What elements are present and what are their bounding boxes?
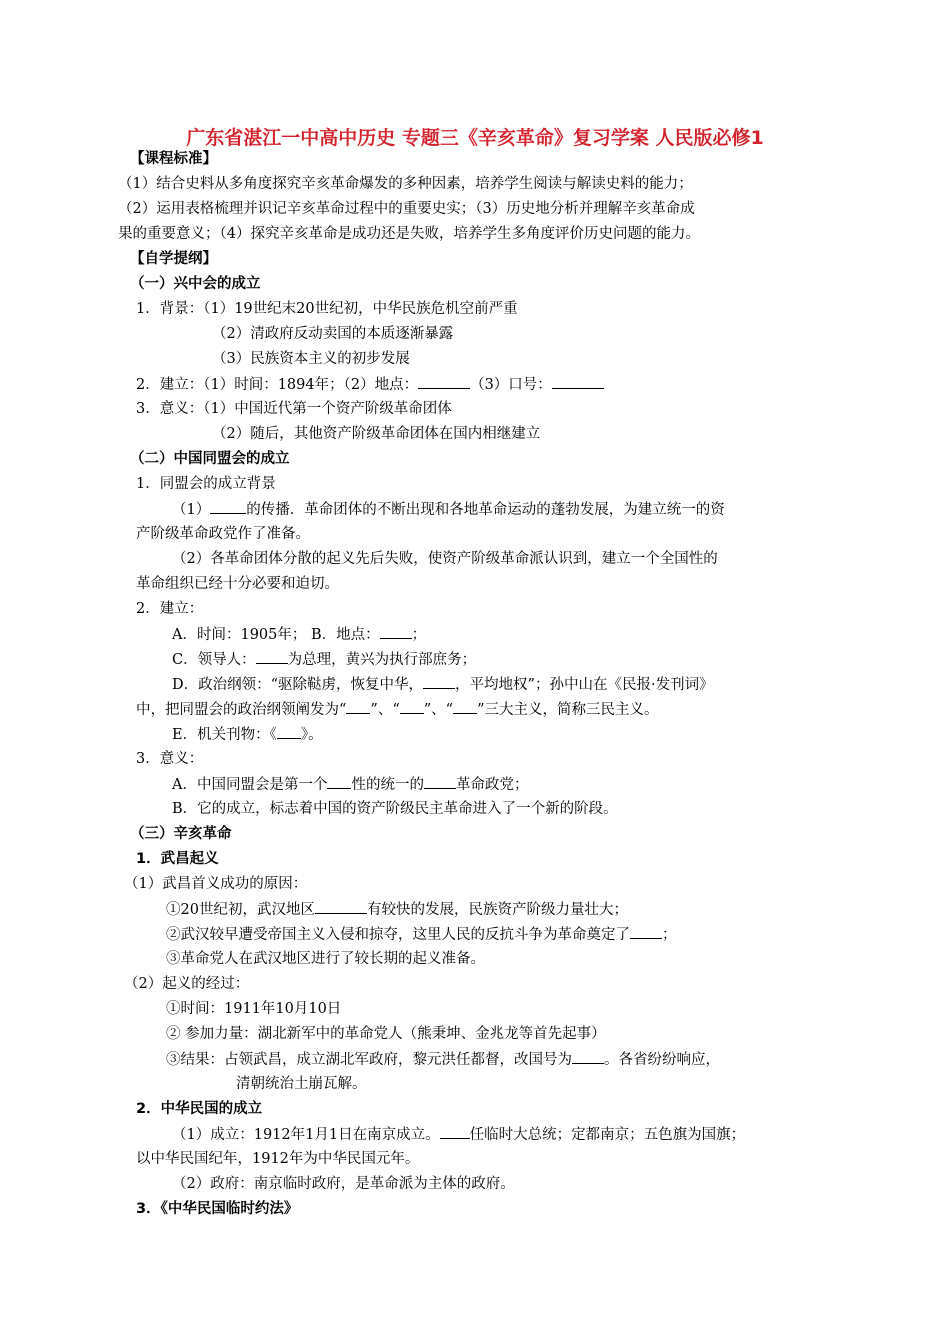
text-fragment: 为总理，黄兴为执行部庶务； — [287, 652, 477, 668]
text-line: 2．建立： — [136, 601, 204, 617]
part-heading-3: （三）辛亥革命 — [130, 826, 232, 842]
text-line: 1．背景：（1）19世纪末20世纪初，中华民族危机空前严重 — [136, 301, 518, 317]
document-title: 广东省湛江一中高中历史 专题三《辛亥革命》复习学案 人民版必修1 — [186, 127, 764, 149]
text-fragment: 性的统一的 — [351, 777, 424, 793]
part-heading-1: （一）兴中会的成立 — [130, 276, 261, 292]
section-heading-standard: 【课程标准】 — [130, 151, 217, 167]
text-line: （2）清政府反动卖国的本质逐渐暴露 — [212, 326, 454, 342]
text-line: 革命组织已经十分必要和迫切。 — [136, 576, 339, 592]
fill-in-blank[interactable] — [327, 774, 351, 789]
text-line: ② 参加力量：湖北新军中的革命党人（熊秉坤、金兆龙等首先起事） — [166, 1026, 606, 1042]
text-line: （2）运用表格梳理并识记辛亥革命过程中的重要史实；（3）历史地分析并理解辛亥革命成 — [118, 201, 695, 217]
text-line — [172, 624, 426, 645]
text-fragment: 2．建立：（1）时间：1894年；（2）地点： — [136, 377, 419, 393]
text-line: 以中华民国纪年，1912年为中华民国元年。 — [136, 1151, 420, 1167]
fill-in-blank[interactable] — [630, 924, 662, 939]
text-fragment: 。各省纷纷响应， — [604, 1052, 720, 1068]
part-heading-2: （二）中国同盟会的成立 — [130, 451, 290, 467]
text-fragment: 中，把同盟会的政治纲领阐发为“ — [136, 702, 347, 718]
text-fragment: D．政治纲领：“驱除鞑虏，恢复中华， — [172, 677, 424, 693]
fill-in-blank[interactable] — [423, 674, 455, 689]
text-fragment: ”、“ — [423, 702, 454, 718]
text-line: 1．同盟会的成立背景 — [136, 476, 276, 492]
text-line: （1）武昌首义成功的原因： — [124, 876, 308, 892]
text-line — [136, 374, 604, 395]
fill-in-blank[interactable] — [552, 374, 604, 389]
text-line — [172, 724, 323, 745]
sub-heading: 3．《中华民国临时约法》 — [136, 1201, 299, 1217]
text-line — [172, 499, 725, 520]
text-line: B．它的成立，标志着中国的资产阶级民主革命进入了一个新的阶段。 — [172, 801, 618, 817]
text-line: 产阶级革命政党作了准备。 — [136, 526, 310, 542]
text-fragment: （3）口号： — [470, 377, 552, 393]
text-fragment: （1） — [172, 502, 211, 518]
fill-in-blank[interactable] — [315, 899, 367, 914]
text-line: 3．意义： — [136, 751, 204, 767]
text-line: （3）民族资本主义的初步发展 — [212, 351, 410, 367]
text-fragment: 任临时大总统；定都南京；五色旗为国旗； — [469, 1127, 746, 1143]
fill-in-blank[interactable] — [440, 1124, 470, 1139]
text-fragment: A．时间：1905年； B．地点： — [172, 627, 380, 643]
text-line — [166, 1049, 720, 1070]
text-line: 3．意义：（1）中国近代第一个资产阶级革命团体 — [136, 401, 452, 417]
text-fragment: ③结果：占领武昌，成立湖北军政府，黎元洪任都督，改国号为 — [166, 1052, 572, 1068]
text-fragment: ； — [662, 927, 677, 943]
text-line — [166, 899, 628, 920]
text-fragment: 有较快的发展，民族资产阶级力量壮大； — [366, 902, 628, 918]
text-line — [172, 674, 714, 695]
text-line: 清朝统治土崩瓦解。 — [236, 1076, 367, 1092]
fill-in-blank[interactable] — [424, 774, 456, 789]
fill-in-blank[interactable] — [453, 699, 477, 714]
text-line: （1）结合史料从多角度探究辛亥革命爆发的多种因素，培养学生阅读与解读史料的能力； — [118, 176, 693, 192]
text-fragment: ②武汉较早遭受帝国主义入侵和掠夺，这里人民的反抗斗争为革命奠定了 — [166, 927, 630, 943]
text-line — [136, 699, 659, 720]
sub-heading: 1．武昌起义 — [136, 851, 219, 867]
fill-in-blank[interactable] — [277, 724, 301, 739]
fill-in-blank[interactable] — [572, 1049, 604, 1064]
text-fragment: C．领导人： — [172, 652, 256, 668]
text-line — [172, 1124, 745, 1145]
text-fragment: 革命政党； — [455, 777, 529, 793]
text-line — [172, 774, 528, 795]
text-fragment: （1）成立：1912年1月1日在南京成立。 — [172, 1127, 440, 1143]
fill-in-blank[interactable] — [400, 699, 424, 714]
section-heading-outline: 【自学提纲】 — [130, 251, 217, 267]
text-fragment: 的传播．革命团体的不断出现和各地革命运动的蓬勃发展，为建立统一的资 — [246, 502, 725, 518]
fill-in-blank[interactable] — [256, 649, 288, 664]
text-line: （2）起义的经过： — [124, 976, 250, 992]
fill-in-blank[interactable] — [210, 499, 246, 514]
text-fragment: 》。 — [300, 727, 323, 743]
text-line — [166, 924, 677, 945]
text-fragment: E．机关刊物：《 — [172, 727, 277, 743]
text-fragment: ； — [411, 627, 427, 643]
text-line: （2）各革命团体分散的起义先后失败，使资产阶级革命派认识到，建立一个全国性的 — [172, 551, 718, 567]
text-fragment: ①20世纪初，武汉地区 — [166, 902, 315, 918]
text-fragment: ”三大主义，简称三民主义。 — [477, 702, 659, 718]
fill-in-blank[interactable] — [380, 624, 412, 639]
fill-in-blank[interactable] — [418, 374, 470, 389]
text-line: ①时间：1911年10月10日 — [166, 1001, 342, 1017]
text-line: （2）随后，其他资产阶级革命团体在国内相继建立 — [212, 426, 541, 442]
fill-in-blank[interactable] — [346, 699, 370, 714]
text-line: （2）政府：南京临时政府，是革命派为主体的政府。 — [172, 1176, 515, 1192]
text-line — [172, 649, 476, 670]
text-fragment: ，平均地权”；孙中山在《民报·发刊词》 — [455, 677, 714, 693]
sub-heading: 2．中华民国的成立 — [136, 1101, 263, 1117]
text-line: 果的重要意义；（4）探究辛亥革命是成功还是失败，培养学生多角度评价历史问题的能力。 — [118, 226, 700, 242]
text-fragment: A．中国同盟会是第一个 — [172, 777, 328, 793]
text-line: ③革命党人在武汉地区进行了较长期的起义准备。 — [166, 951, 485, 967]
text-fragment: ”、“ — [370, 702, 400, 718]
